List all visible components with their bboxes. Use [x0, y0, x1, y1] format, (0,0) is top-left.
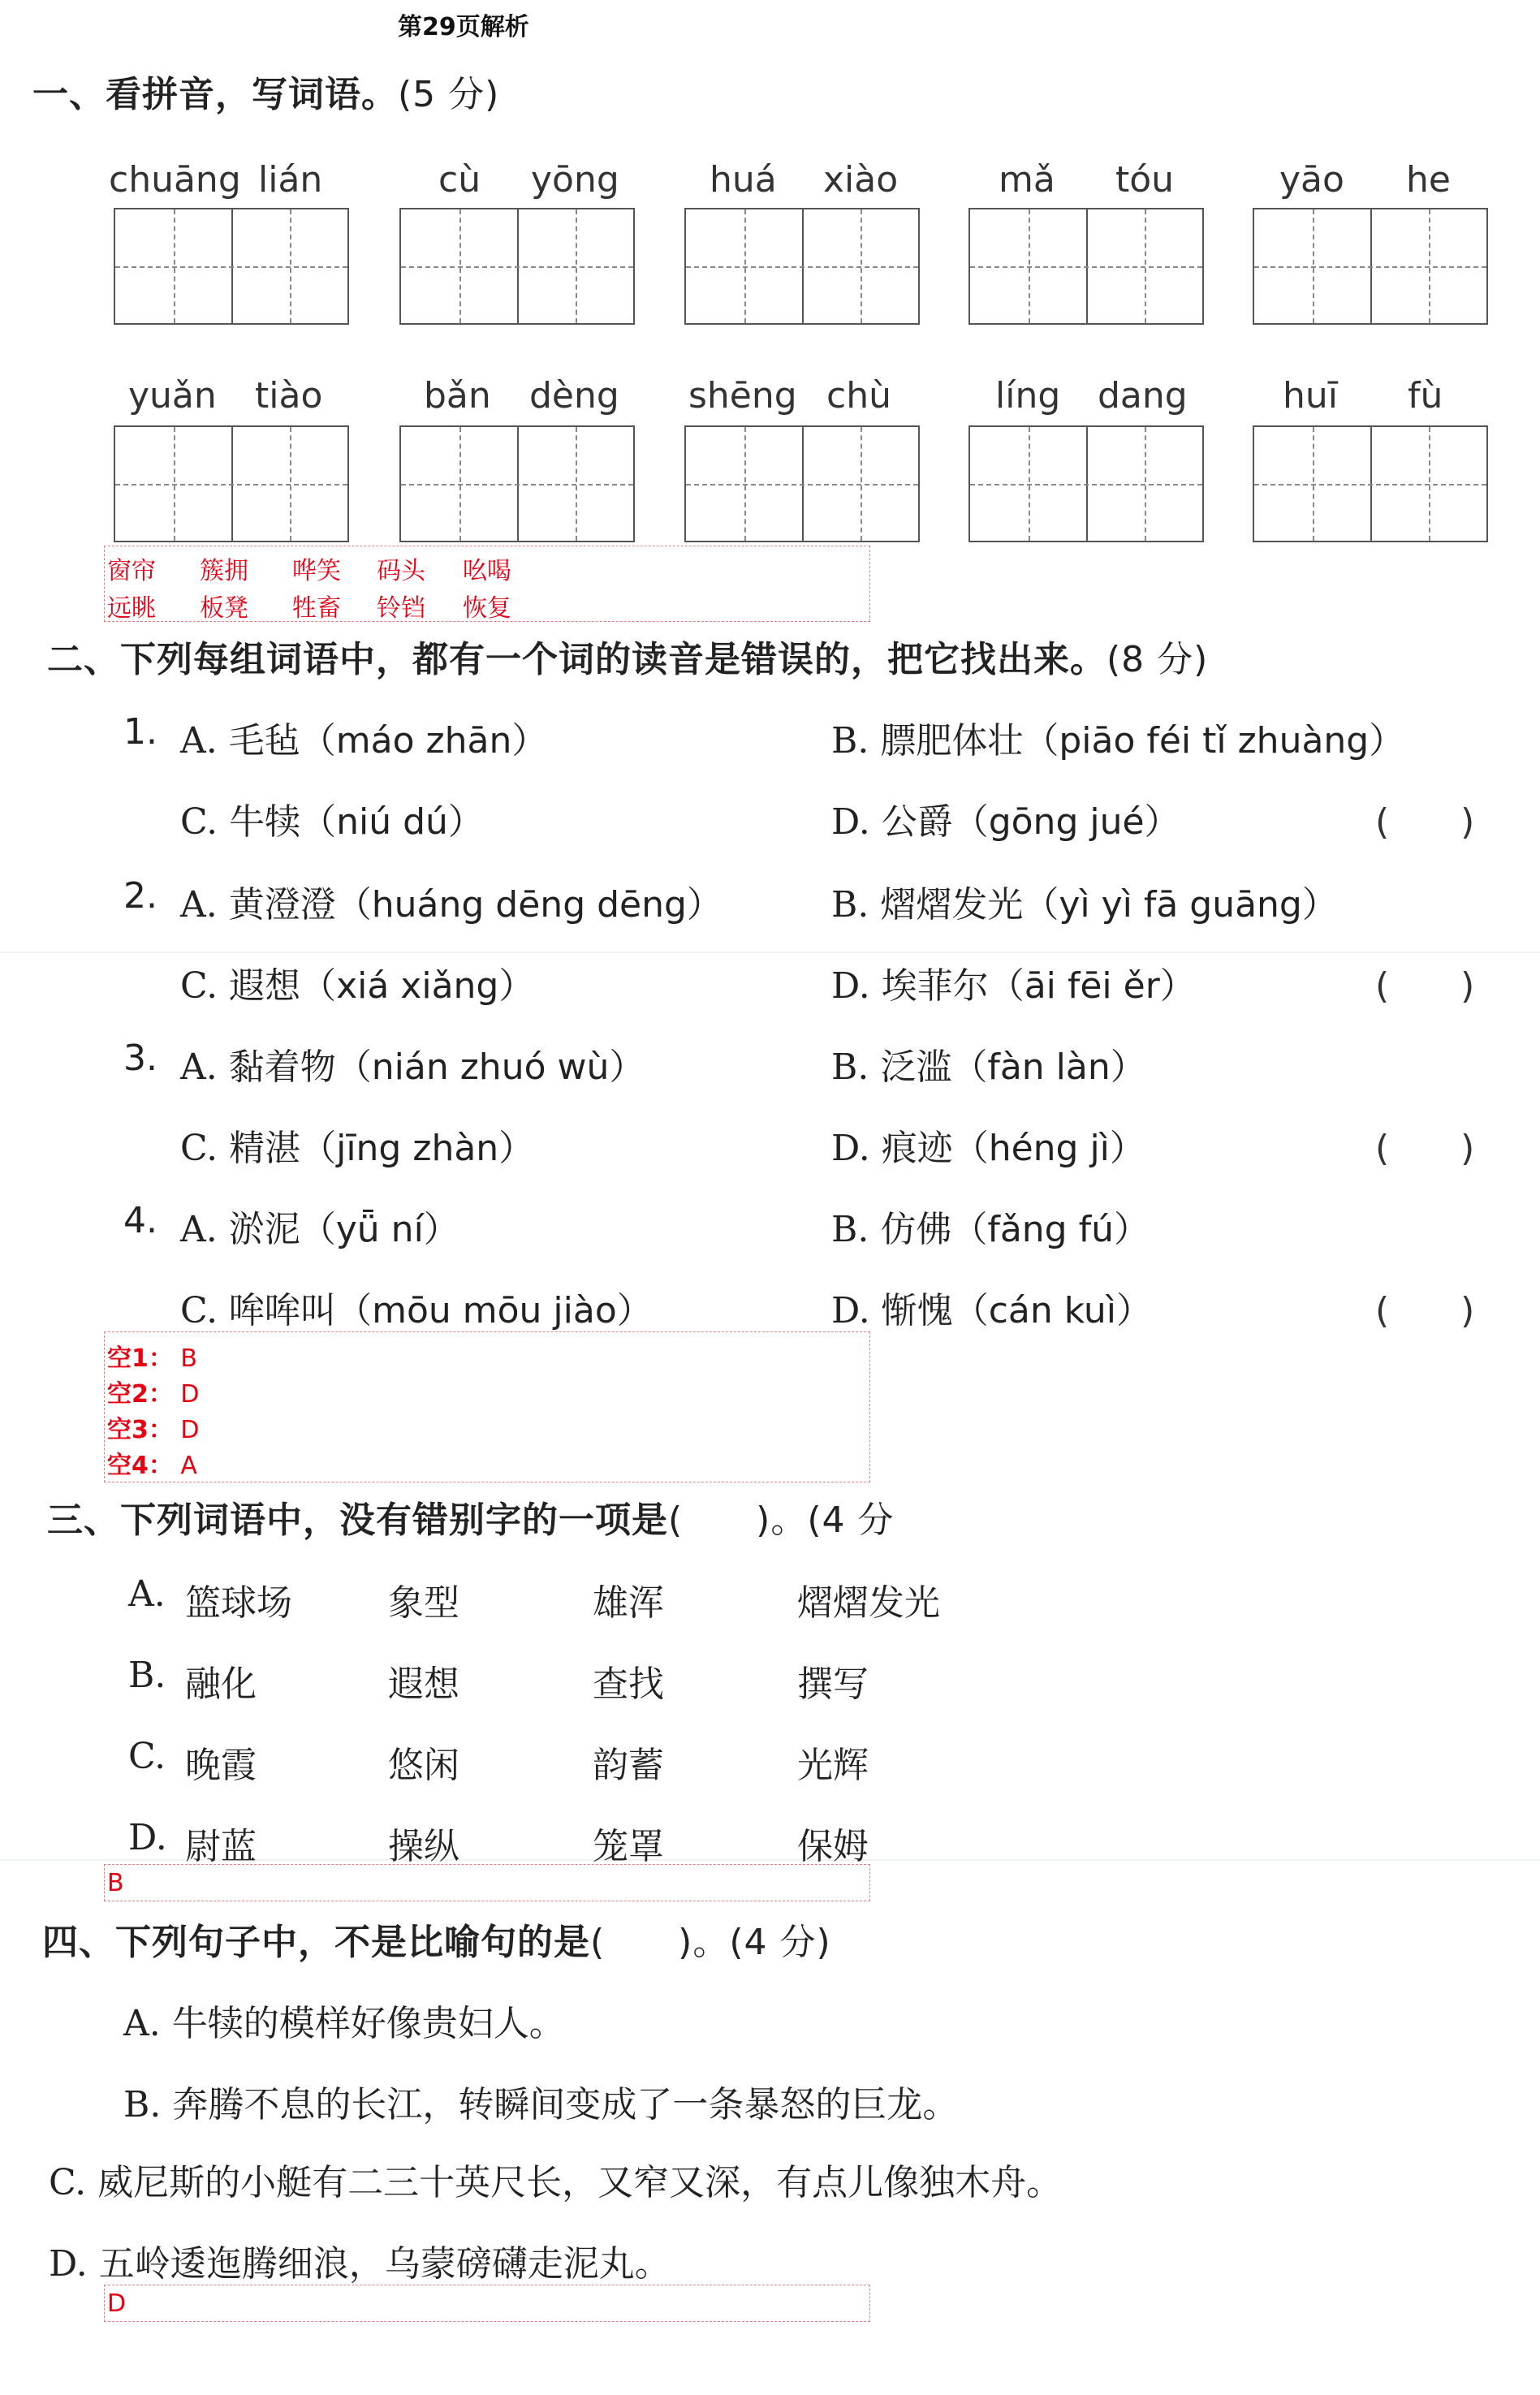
- answer-blank[interactable]: ( ): [1375, 1128, 1475, 1169]
- option-word: 悠闲: [388, 1745, 459, 1786]
- answer-value: B: [107, 1869, 124, 1897]
- answer-blank[interactable]: ( ): [1375, 801, 1475, 843]
- pinyin: he: [1406, 159, 1451, 201]
- option-word: 晚霞: [185, 1745, 257, 1786]
- option: B. 奔腾不息的长江，转瞬间变成了一条暴怒的巨龙。: [123, 2084, 959, 2125]
- answer-line: 空3： D: [107, 1416, 200, 1444]
- writing-grid[interactable]: [684, 425, 920, 542]
- option-word: 遐想: [388, 1664, 459, 1705]
- answer-word: 窗帘: [107, 557, 156, 585]
- option: B. 熠熠发光（yì yì fā guāng）: [831, 884, 1338, 926]
- pinyin: yōng: [531, 159, 619, 201]
- pinyin: huī: [1283, 375, 1338, 416]
- answer-word: 牲畜: [292, 594, 341, 623]
- answer-blank[interactable]: ( ): [1375, 965, 1475, 1007]
- option: C. 威尼斯的小艇有二三十英尺长，又窄又深，有点儿像独木舟。: [49, 2162, 1063, 2203]
- option-word: 保姆: [797, 1826, 869, 1867]
- section3-title: 三、下列词语中，没有错别字的一项是( )。(4 分: [47, 1500, 895, 1541]
- option: C. 牛犊（niú dú）: [180, 801, 484, 843]
- page-title: 第29页解析: [398, 13, 529, 41]
- writing-grid[interactable]: [1253, 425, 1488, 542]
- option: C. 遐想（xiá xiǎng）: [180, 965, 535, 1007]
- option-word: 融化: [185, 1664, 257, 1705]
- answer-box: [104, 1331, 870, 1482]
- pinyin: dang: [1098, 375, 1188, 416]
- option-word: 撰写: [797, 1664, 869, 1705]
- option: B. 泛滥（fàn làn）: [831, 1046, 1146, 1088]
- writing-grid[interactable]: [399, 208, 635, 325]
- writing-grid[interactable]: [114, 425, 349, 542]
- answer-line: 空1： B: [107, 1344, 198, 1373]
- section2-title: 二、下列每组词语中，都有一个词的读音是错误的，把它找出来。(8 分): [47, 639, 1209, 680]
- option: A. 黄澄澄（huáng dēng dēng）: [180, 884, 723, 926]
- option-word: 光辉: [797, 1745, 869, 1786]
- answer-blank[interactable]: ( ): [1375, 1290, 1475, 1331]
- pinyin: mǎ: [999, 159, 1055, 201]
- option-word: 笼罩: [593, 1826, 664, 1867]
- pinyin: líng: [995, 375, 1061, 416]
- option: B. 膘肥体壮（piāo féi tǐ zhuàng）: [831, 720, 1405, 762]
- answer-word: 恢复: [463, 594, 511, 623]
- option: D. 公爵（gōng jué）: [831, 801, 1180, 843]
- question-number: 1.: [123, 711, 157, 753]
- option-word: 雄浑: [593, 1582, 664, 1624]
- option: C. 哞哞叫（mōu mōu jiào）: [180, 1290, 653, 1331]
- pinyin: lián: [258, 159, 323, 201]
- answer-word: 簇拥: [200, 557, 248, 585]
- scan-artifact: [0, 952, 1540, 953]
- question-number: 3.: [123, 1038, 157, 1079]
- answer-word: 铃铛: [377, 594, 425, 623]
- option-word: 熠熠发光: [797, 1582, 940, 1624]
- writing-grid[interactable]: [684, 208, 920, 325]
- question-number: 2.: [123, 875, 157, 917]
- answer-word: 码头: [377, 557, 425, 585]
- option: A. 牛犊的模样好像贵妇人。: [123, 2003, 565, 2044]
- option-word: 尉蓝: [185, 1826, 257, 1867]
- writing-grid[interactable]: [399, 425, 635, 542]
- option: B. 仿佛（fǎng fú）: [831, 1209, 1150, 1250]
- answer-box: [104, 2285, 870, 2322]
- option-word: 象型: [388, 1582, 459, 1624]
- question-number: 4.: [123, 1200, 157, 1241]
- answer-line: 空2： D: [107, 1380, 200, 1409]
- option: D. 埃菲尔（āi fēi ěr）: [831, 965, 1196, 1007]
- option-word: 查找: [593, 1664, 664, 1705]
- option-word: 操纵: [388, 1826, 459, 1867]
- option-label: D.: [128, 1817, 167, 1858]
- writing-grid[interactable]: [968, 425, 1204, 542]
- answer-word: 远眺: [107, 594, 156, 623]
- pinyin: bǎn: [424, 375, 491, 416]
- pinyin: yuǎn: [128, 375, 217, 416]
- section4-title: 四、下列句子中，不是比喻句的是( )。(4 分): [42, 1922, 831, 1963]
- option-word: 韵蓄: [593, 1745, 664, 1786]
- writing-grid[interactable]: [114, 208, 349, 325]
- answer-word: 哗笑: [292, 557, 341, 585]
- pinyin: fù: [1408, 375, 1443, 416]
- answer-box: [104, 1864, 870, 1901]
- pinyin: cù: [438, 159, 481, 201]
- option-word: 篮球场: [185, 1582, 292, 1624]
- option-label: C.: [128, 1736, 166, 1777]
- option-label: B.: [128, 1655, 166, 1696]
- answer-word: 吆喝: [463, 557, 511, 585]
- option: A. 黏着物（nián zhuó wù）: [180, 1046, 645, 1088]
- answer-word: 板凳: [200, 594, 248, 623]
- pinyin: chù: [826, 375, 891, 416]
- option: D. 惭愧（cán kuì）: [831, 1290, 1152, 1331]
- pinyin: yāo: [1279, 159, 1344, 201]
- pinyin: shēng: [688, 375, 797, 416]
- pinyin: huá: [710, 159, 777, 201]
- option: A. 淤泥（yǖ ní）: [180, 1209, 459, 1250]
- option: A. 毛毡（máo zhān）: [180, 720, 548, 762]
- section1-title: 一、看拼音，写词语。(5 分): [32, 74, 500, 115]
- answer-line: 空4： A: [107, 1452, 197, 1480]
- pinyin: dèng: [529, 375, 619, 416]
- writing-grid[interactable]: [1253, 208, 1488, 325]
- option-label: A.: [128, 1573, 166, 1615]
- option: D. 痕迹（héng jì）: [831, 1128, 1145, 1169]
- option: C. 精湛（jīng zhàn）: [180, 1128, 535, 1169]
- pinyin: tóu: [1115, 159, 1175, 201]
- answer-value: D: [107, 2289, 127, 2318]
- pinyin: xiào: [823, 159, 899, 201]
- option: D. 五岭逶迤腾细浪，乌蒙磅礴走泥丸。: [49, 2243, 671, 2285]
- pinyin: tiào: [255, 375, 323, 416]
- writing-grid[interactable]: [968, 208, 1204, 325]
- pinyin: chuāng: [109, 159, 241, 201]
